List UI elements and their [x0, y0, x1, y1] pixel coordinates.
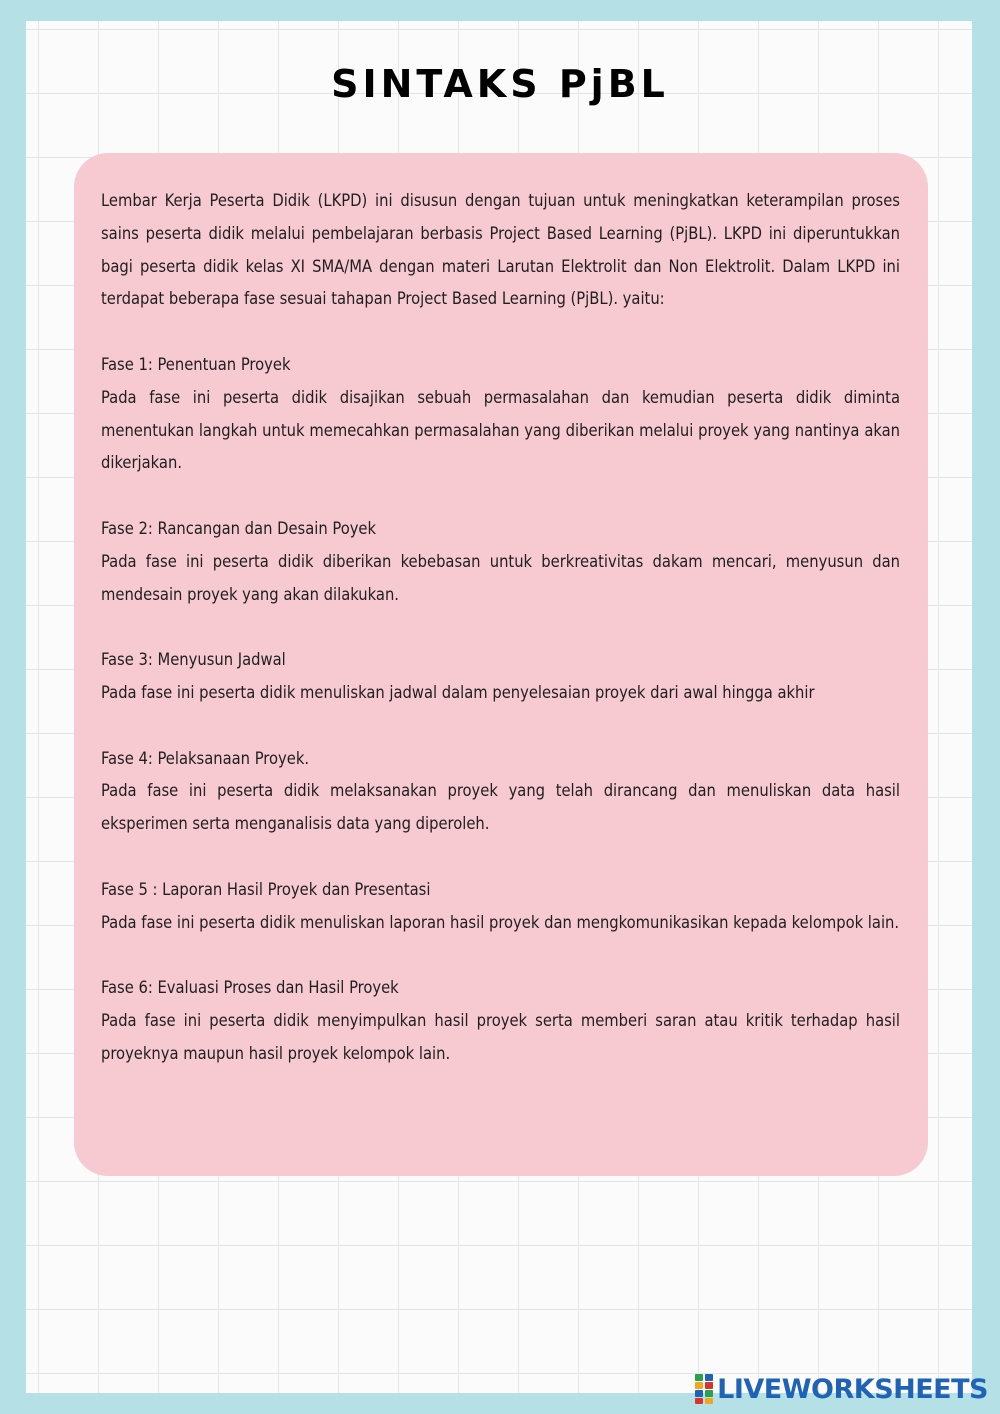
phase-description: Pada fase ini peserta didik menyimpulkan hasil proyek serta memberi saran atau kritik terhadap hasil proyeknya maupun hasil proyek kelompok lain.	[101, 1010, 900, 1063]
liveworksheets-watermark	[695, 1372, 988, 1406]
content-card	[74, 153, 928, 1176]
phase-title: Fase 5 : Laporan Hasil Proyek dan Presentasi	[101, 879, 431, 899]
phase-title: Fase 3: Menyusun Jadwal	[101, 650, 286, 670]
phase-title: Fase 4: Pelaksanaan Proyek.	[101, 748, 310, 768]
phase-3	[101, 644, 900, 710]
phase-2	[101, 513, 900, 611]
page-title: SINTAKS PjBL	[331, 62, 669, 106]
phase-title: Fase 2: Rancangan dan Desain Poyek	[101, 518, 377, 538]
watermark-text: LIVEWORKSHEETS	[717, 1373, 988, 1405]
phase-1	[101, 349, 900, 480]
phase-description: Pada fase ini peserta didik melaksanakan proyek yang telah dirancang dan menuliskan data hasil eksperimen serta menganalisis data yang diperoleh.	[101, 781, 900, 834]
intro-paragraph: Lembar Kerja Peserta Didik (LKPD) ini disusun dengan tujuan untuk meningkatkan keterampilan proses sains peserta didik melalui pembelajaran berbasis Project Based Learning (PjBL). LKPD ini diperuntukkan bagi peserta didik kelas XI SMA/MA dengan materi Larutan Elektrolit dan Non Elektrolit. Dalam LKPD ini terdapat beberapa fase sesuai tahapan Project Based Learning (PjBL). yaitu:	[101, 191, 900, 309]
phase-6	[101, 972, 900, 1070]
phase-5	[101, 874, 900, 940]
phase-description: Pada fase ini peserta didik diberikan kebebasan untuk berkreativitas dakam mencari, menyusun dan mendesain proyek yang akan dilakukan.	[101, 551, 900, 604]
phase-description: Pada fase ini peserta didik menuliskan laporan hasil proyek dan mengkomunikasikan kepada kelompok lain.	[101, 912, 900, 932]
phase-4	[101, 743, 900, 841]
phase-title: Fase 6: Evaluasi Proses dan Hasil Proyek	[101, 978, 399, 998]
phase-description: Pada fase ini peserta didik menuliskan jadwal dalam penyelesaian proyek dari awal hingga akhir	[101, 682, 815, 702]
phase-description: Pada fase ini peserta didik disajikan sebuah permasalahan dan kemudian peserta didik diminta menentukan langkah untuk memecahkan permasalahan yang diberikan melalui proyek yang nantinya akan dikerjakan.	[101, 387, 900, 473]
phase-title: Fase 1: Penentuan Proyek	[101, 354, 291, 374]
liveworksheets-logo-icon	[695, 1374, 713, 1404]
